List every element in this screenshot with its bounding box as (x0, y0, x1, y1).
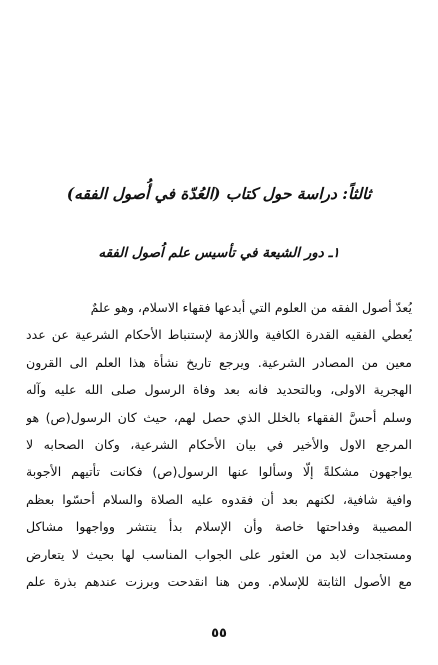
paragraph-line: يُعدّ أصول الفقه من العلوم التي أبدعها فقهاء الاسلام، وهو علمٌ (90, 300, 412, 315)
page-number: ٥٥ (211, 626, 227, 641)
paragraph-line: مع الأصول الثابتة للإسلام. ومن هنا انقدحت وبرزت عندهم بذرة علم (26, 573, 412, 589)
paragraph-line: معين من المصادر الشرعية. ويرجع تاريخ نشأة هذا العلم الى القرون (26, 354, 412, 370)
paragraph-line: المرجع الاول والأخير في بيان الأحكام الشرعية، وكان الصحابه لا (26, 436, 412, 452)
sub-heading: ١ـ دور الشيعة في تأسيس علم اُصول الفقه (98, 245, 340, 261)
paragraph-line: وافية شافية، لكنهم بعد أن فقدوه عليه الصلاة والسلام أحسّوا بعظم (26, 491, 412, 507)
paragraph-line: الهجرية الاولى، وبالتحديد فانه بعد وفاة الرسول صلى الله عليه وآله (26, 382, 412, 398)
paragraph-line: المصيبة وفداحتها خاصة وأن الإسلام بدأ ينتشر وواجهوا مشاكل (26, 519, 412, 535)
section-heading: ثالثاً: دراسة حول كتاب (العُدّة في أُصول الفقه) (66, 184, 372, 203)
paragraph-line: ومستجدات لابد من العثور على الجواب المناسب لها بحيث لا يتعارض (26, 546, 412, 562)
paragraph-line: يواجهون مشكلةً إلّا وسألوا عنها الرسول(ص) فكانت تأتيهم الأجوبة (26, 464, 412, 480)
paragraph-line: يُعطي الفقيه القدرة الكافية واللازمة لإستنباط الأحكام الشرعية عن عدد (26, 327, 412, 343)
paragraph-line: وسلم أحسَّ الفقهاء بالخلل الذي حصل لهم، حيث كان الرسول(ص) هو (26, 409, 412, 425)
body-paragraph (26, 294, 412, 595)
